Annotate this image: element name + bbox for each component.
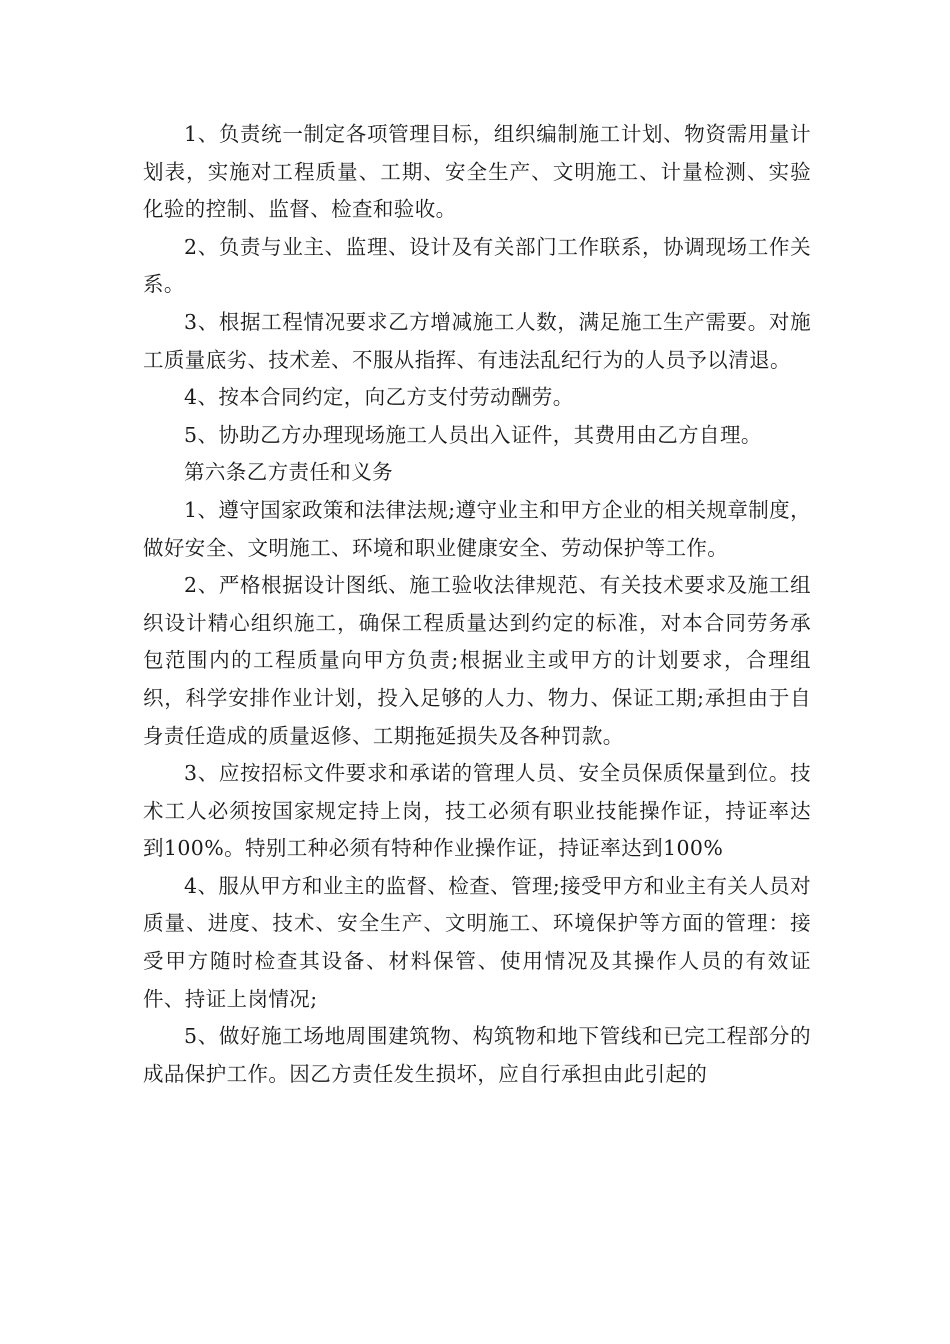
paragraph-party-a-duty-1: 1、负责统一制定各项管理目标，组织编制施工计划、物资需用量计划表，实施对工程质量、工期、安全生产、文明施工、计量检测、实验化验的控制、监督、检查和验收。 bbox=[143, 122, 811, 222]
paragraph-party-a-duty-5: 5、协助乙方办理现场施工人员出入证件，其费用由乙方自理。 bbox=[184, 422, 762, 447]
article-six-heading: 第六条乙方责任和义务 bbox=[184, 460, 393, 485]
paragraph-party-b-duty-5: 5、做好施工场地周围建筑物、构筑物和地下管线和已完工程部分的成品保护工作。因乙方责任发生损坏，应自行承担由此引起的 bbox=[143, 1024, 811, 1086]
paragraph-party-a-duty-3: 3、根据工程情况要求乙方增减施工人数，满足施工生产需要。对施工质量底劣、技术差、不服从指挥、有违法乱纪行为的人员予以清退。 bbox=[143, 309, 811, 372]
paragraph-party-b-duty-4: 4、服从甲方和业主的监督、检查、管理;接受甲方和业主有关人员对质量、进度、技术、安全生产、文明施工、环境保护等方面的管理：接受甲方随时检查其设备、材料保管、使用情况及其操作人员的有效证件、持证上岗情况; bbox=[143, 873, 811, 1011]
document-body bbox=[143, 116, 811, 1093]
paragraph-party-b-duty-2: 2、严格根据设计图纸、施工验收法律规范、有关技术要求及施工组织设计精心组织施工，确保工程质量达到约定的标准，对本合同劳务承包范围内的工程质量向甲方负责;根据业主或甲方的计划要求，合理组织，科学安排作业计划，投入足够的人力、物力、保证工期;承担由于自身责任造成的质量返修、工期拖延损失及各种罚款。 bbox=[143, 573, 811, 748]
paragraph-party-a-duty-4: 4、按本合同约定，向乙方支付劳动酬劳。 bbox=[184, 385, 574, 410]
paragraph-party-a-duty-2: 2、负责与业主、监理、设计及有关部门工作联系，协调现场工作关系。 bbox=[143, 234, 811, 297]
paragraph-party-b-duty-3: 3、应按招标文件要求和承诺的管理人员、安全员保质保量到位。技术工人必须按国家规定持上岗，技工必须有职业技能操作证，持证率达到100%。特别工种必须有特种作业操作证，持证率达到100% bbox=[143, 761, 811, 861]
paragraph-party-b-duty-1: 1、遵守国家政策和法律法规;遵守业主和甲方企业的相关规章制度，做好安全、文明施工、环境和职业健康安全、劳动保护等工作。 bbox=[143, 497, 811, 560]
